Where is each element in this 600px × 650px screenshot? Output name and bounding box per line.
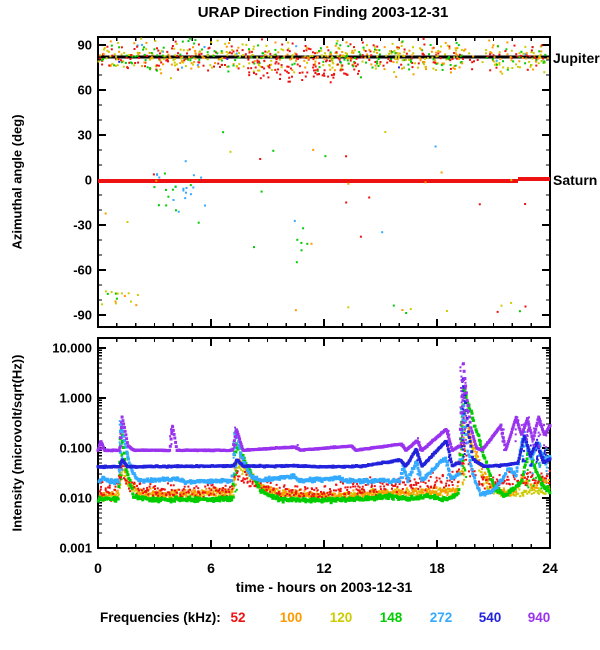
legend-entry-120: 120 xyxy=(329,610,353,625)
intensity-ytick-10.000: 10.000 xyxy=(52,340,92,356)
legend-entry-52: 52 xyxy=(230,610,246,625)
intensity-y-axis-label: Intensity (microvolt/sqrt(Hz)) xyxy=(9,354,25,532)
legend-entry-272: 272 xyxy=(429,610,453,625)
azimuth-ytick--30: -30 xyxy=(73,217,92,233)
intensity-ytick-0.010: 0.010 xyxy=(59,490,92,506)
legend-entry-540: 540 xyxy=(478,610,502,625)
xtick-6: 6 xyxy=(207,560,215,576)
azimuth-ytick-90: 90 xyxy=(77,37,92,53)
saturn-line-label: Saturn xyxy=(553,172,598,188)
azimuth-ytick--90: -90 xyxy=(73,307,92,323)
xtick-18: 18 xyxy=(429,560,445,576)
xtick-0: 0 xyxy=(94,560,102,576)
legend-entry-940: 940 xyxy=(527,610,551,625)
jupiter-line-label: Jupiter xyxy=(553,50,600,66)
azimuth-y-axis-label: Azimuthal angle (deg) xyxy=(9,114,25,250)
azimuth-ytick--60: -60 xyxy=(73,262,92,278)
xtick-24: 24 xyxy=(542,560,558,576)
legend-title: Frequencies (kHz): xyxy=(100,610,221,625)
xtick-12: 12 xyxy=(316,560,332,576)
x-axis-label: time - hours on 2003-12-31 xyxy=(235,579,413,595)
legend-entry-100: 100 xyxy=(279,610,303,625)
legend-entry-148: 148 xyxy=(379,610,403,625)
intensity-ytick-0.001: 0.001 xyxy=(59,540,92,556)
azimuth-ytick-30: 30 xyxy=(77,127,92,143)
azimuth-ytick-60: 60 xyxy=(77,82,92,98)
intensity-ytick-0.100: 0.100 xyxy=(59,440,92,456)
azimuth-ytick-0: 0 xyxy=(84,172,92,188)
chart-title: URAP Direction Finding 2003-12-31 xyxy=(197,4,449,21)
intensity-ytick-1.000: 1.000 xyxy=(59,390,92,406)
